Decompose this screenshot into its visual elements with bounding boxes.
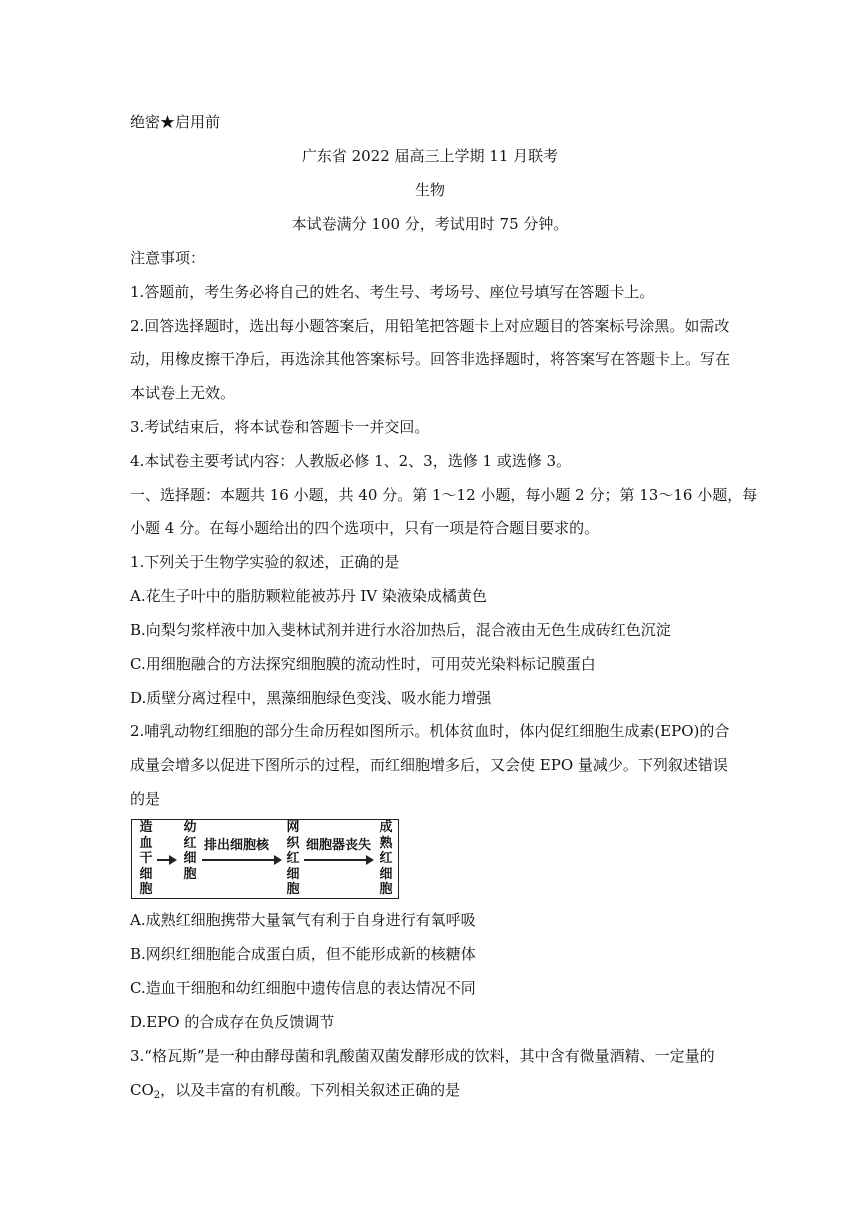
red-cell-lifecycle-diagram <box>131 819 399 899</box>
notes-item-2-line-1: 2.回答选择题时，选出每小题答案后，用铅笔把答题卡上对应题目的答案标号涂黑。如需改 <box>130 317 730 335</box>
section-heading-line-1: 一、选择题：本题共 16 小题，共 40 分。第 1～12 小题，每小题 2 分；第 13～16 小题，每 <box>130 486 758 504</box>
exam-title: 广东省 2022 届高三上学期 11 月联考 <box>301 147 559 165</box>
co2-text: CO <box>130 1081 154 1099</box>
q1-stem: 1.下列关于生物学实验的叙述，正确的是 <box>130 553 400 571</box>
q3-stem-line-1: 3.“格瓦斯”是一种由酵母菌和乳酸菌双菌发酵形成的饮料，其中含有微量酒精、一定量的 <box>130 1047 715 1065</box>
label-expel-nucleus: 排出细胞核 <box>204 838 270 853</box>
notes-item-2-line-3: 本试卷上无效。 <box>130 384 236 402</box>
scoring-info: 本试卷满分 100 分，考试用时 75 分钟。 <box>291 215 569 233</box>
q2-option-a: A.成熟红细胞携带大量氧气有利于自身进行有氧呼吸 <box>130 911 476 929</box>
label-organelle-loss: 细胞器丧失 <box>306 838 372 853</box>
q2-stem-line-1: 2.哺乳动物红细胞的部分生命历程如图所示。机体贫血时，体内促红细胞生成素(EPO)的合 <box>130 722 730 740</box>
q3-stem-line-2-rest: ，以及丰富的有机酸。下列相关叙述正确的是 <box>160 1081 461 1099</box>
node-reticulocyte: 网 织 红 细 胞 <box>286 820 300 897</box>
arrow-2 <box>202 859 280 861</box>
subject-title: 生物 <box>414 181 445 199</box>
node-young-red-cell: 幼 红 细 胞 <box>183 820 197 882</box>
confidential-mark: 绝密★启用前 <box>130 113 221 131</box>
arrow-3 <box>304 859 372 861</box>
q2-option-c: C.造血干细胞和幼红细胞中遗传信息的表达情况不同 <box>130 979 476 997</box>
section-heading-line-2: 小题 4 分。在每小题给出的四个选项中，只有一项是符合题目要求的。 <box>130 519 600 537</box>
notes-item-3: 3.考试结束后，将本试卷和答题卡一并交回。 <box>130 418 430 436</box>
notes-item-1: 1.答题前，考生务必将自己的姓名、考生号、考场号、座位号填写在答题卡上。 <box>130 283 655 301</box>
node-mature-red-cell: 成 熟 红 细 胞 <box>379 820 393 897</box>
co2-subscript: 2 <box>153 1090 161 1101</box>
q1-option-b: B.向梨匀浆样液中加入斐林试剂并进行水浴加热后，混合液由无色生成砖红色沉淀 <box>130 621 671 639</box>
node-hematopoietic-stem-cell: 造 血 干 细 胞 <box>139 820 153 897</box>
notes-heading: 注意事项： <box>130 249 206 267</box>
q1-option-a: A.花生子叶中的脂肪颗粒能被苏丹 IV 染液染成橘黄色 <box>130 587 487 605</box>
notes-item-2-line-2: 动，用橡皮擦干净后，再选涂其他答案标号。回答非选择题时，将答案写在答题卡上。写在 <box>130 350 731 368</box>
q1-option-c: C.用细胞融合的方法探究细胞膜的流动性时，可用荧光染料标记膜蛋白 <box>130 655 596 673</box>
notes-item-4: 4.本试卷主要考试内容：人教版必修 1、2、3，选修 1 或选修 3。 <box>130 452 572 470</box>
q2-option-d: D.EPO 的合成存在负反馈调节 <box>130 1013 335 1031</box>
q3-stem-line-2 <box>130 1080 460 1100</box>
q2-stem-line-3: 的是 <box>130 790 161 808</box>
q2-option-b: B.网织红细胞能合成蛋白质，但不能形成新的核糖体 <box>130 945 476 963</box>
arrow-1 <box>157 859 175 861</box>
q1-option-d: D.质壁分离过程中，黑藻细胞绿色变浅、吸水能力增强 <box>130 689 492 707</box>
q2-stem-line-2: 成量会增多以促进下图所示的过程，而红细胞增多后，又会使 EPO 量减少。下列叙述错误 <box>130 756 728 774</box>
